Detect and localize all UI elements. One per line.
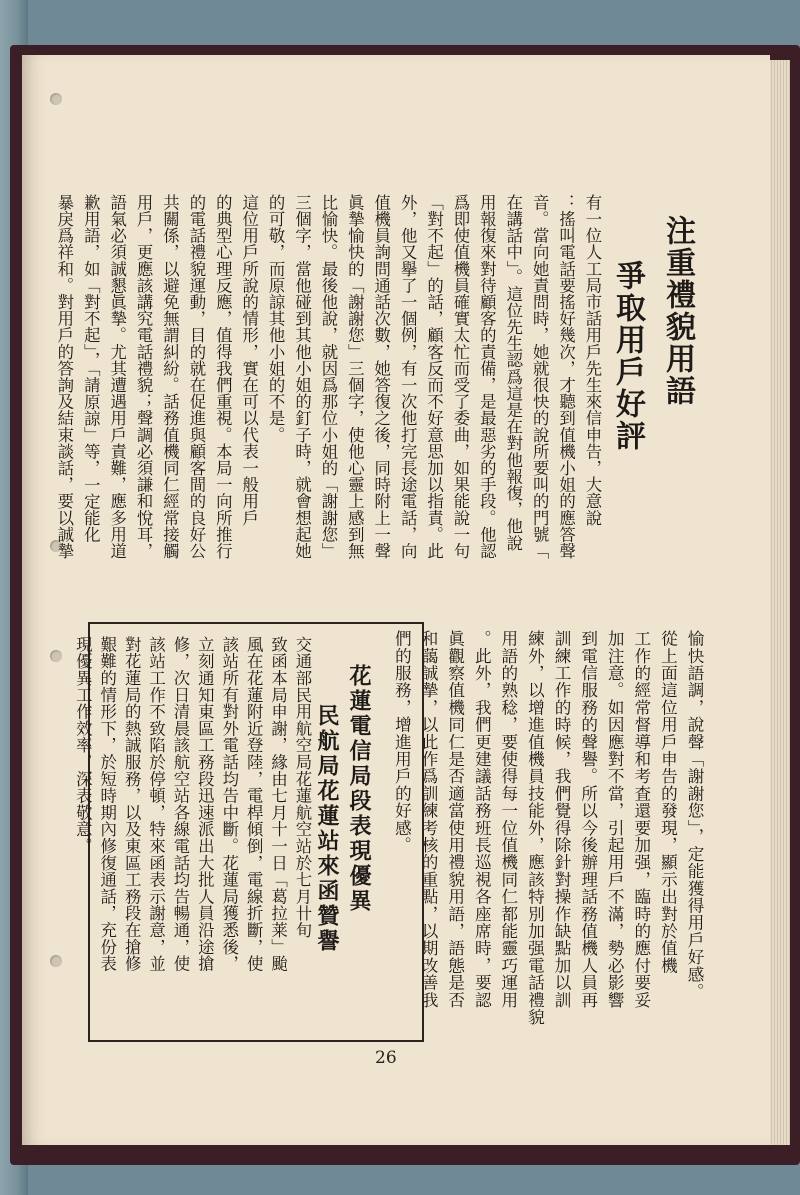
body-column: 。此外，我們更建議話務班長巡視各座席時，要認	[472, 630, 492, 1009]
body-column: 們的服務，增進用戶的好感。	[392, 630, 412, 854]
notice-subheading: 民航局花蓮站來函贊譽	[314, 704, 340, 954]
body-column: 三個字，當他碰到其他小姐的釘子時，就會想起她	[292, 194, 312, 560]
body-column: 的可敬，而原諒其他小姐的不是。	[266, 194, 286, 443]
notice-body	[73, 636, 312, 972]
body-column: 音。當向她責問時，她就很快的說所要叫的門號「	[530, 194, 550, 560]
body-column: 爲即使值機員確實太忙而受了委曲，如果能說一句	[450, 194, 470, 560]
notice-column: 修，次日清晨該航空站各線電話均告暢通，使	[170, 636, 190, 972]
binding-hole	[50, 650, 62, 662]
body-column: 練外，以增進值機員技能外，應該特別加强電話禮貌	[525, 630, 545, 1026]
notice-column: 現優異工作效率，深表敬意。	[73, 636, 93, 855]
body-column: 值機員詢問通話次數，她答復之後，同時附上一聲	[371, 194, 391, 560]
body-column: 外，他又擧了一個例，有一次他打完長途電話，向	[398, 194, 418, 560]
body-column: 從上面這位用戶申告的發現，顯示出對於值機	[658, 630, 678, 974]
body-column: 和藹誠摯，以此作爲訓練考核的重點，以期改善我	[419, 630, 439, 1009]
binding-hole	[50, 955, 62, 967]
body-column: 語氣必須誠懇眞摯。尤其遭遇用戶責難，應多用道	[107, 194, 127, 560]
notice-column: 交通部民用航空局花蓮航空站於七月卄旬	[293, 636, 312, 939]
body-column: 共關係，以避免無謂糾紛。話務值機同仁經常接觸	[160, 194, 180, 560]
body-column: 用報復來對待顧客的責備，是最惡劣的手段。他認	[477, 194, 497, 560]
notice-column: 該站所有對外電話均告中斷。花蓮局獲悉後，	[219, 636, 239, 972]
body-column: 這位用戶所說的情形，實在可以代表一般用戶	[239, 194, 259, 526]
body-column: 「對不起」的話，顧客反而不好意思加以指責。此	[424, 194, 444, 560]
body-column: 有一位人工局市話用戶先生來信申告，大意說	[583, 194, 602, 526]
article-body-top	[54, 194, 602, 560]
body-column: 暴戾爲祥和。對用戶的答詢及結束談話，要以誠摯	[54, 194, 74, 560]
notice-column: 立刻通知東區工務段迅速派出大批人員沿途搶	[195, 636, 215, 972]
notice-column: 致函本局申謝，緣由七月十一日「葛拉莱」颱	[268, 636, 288, 972]
body-column: ：搖叫電話要搖好幾次，才聽到值機小姐的應答聲	[556, 194, 576, 560]
body-column: 的典型心理反應，值得我們重視。本局一向所推行	[213, 194, 233, 560]
body-column: 的電話禮貌運動，目的就在促進與顧客間的良好公	[186, 194, 206, 560]
body-column: 比愉快。最後他說，就因爲那位小姐的「謝謝您」	[318, 194, 338, 560]
body-column: 在講話中」。這位先生認爲這是在對他報復，他說	[503, 194, 523, 551]
article-title-line1: 注重禮貌用語	[660, 215, 695, 407]
notice-column: 該站工作不致陷於停頓，特來函表示謝意，並	[146, 636, 166, 972]
body-column: 眞觀察值機同仁是否適當使用禮貌用語，語態是否	[445, 630, 465, 1009]
page-number: 26	[375, 1048, 397, 1068]
body-column: 訓練工作的時候，我們覺得除針對操作缺點加以訓	[552, 630, 572, 1009]
binding-hole	[50, 93, 62, 105]
body-column: 用語的熟稔，要使得每一位值機同仁都能靈巧運用	[498, 630, 518, 1009]
body-column: 工作的經常督導和考査還要加强，臨時的應付要妥	[631, 630, 651, 1009]
notice-column: 對花蓮局的熱誠服務，以及東區工務段在搶修	[122, 636, 142, 972]
notice-box	[73, 622, 424, 1042]
body-column: 加注意。如因應對不當，引起用戶不滿，勢必影響	[605, 630, 625, 1009]
article-body-bottom	[392, 630, 704, 1026]
body-column: 歉用語，如「對不起」，「請原諒」等，一定能化	[81, 194, 101, 543]
body-column: 到電信服務的聲譽。所以今後辦理話務值機人員再	[578, 630, 598, 1009]
body-column: 眞摯愉快的「謝謝您」三個字，使他心靈上感到無	[345, 194, 365, 560]
article-title-line2: 爭取用戶好評	[610, 260, 645, 452]
notice-column: 風在花蓮附近登陸，電桿傾倒，電線折斷，使	[244, 636, 264, 972]
notice-column: 艱難的情形下，於短時期內修復通話，充份表	[97, 636, 117, 972]
body-column: 用戶，更應該講究電話禮貌；聲調必須謙和悅耳，	[134, 194, 154, 560]
notice-heading: 花蓮電信局段表現優異	[346, 664, 372, 914]
body-column: 愉快語調，說聲「謝謝您」，定能獲得用戶好感。	[685, 630, 704, 1001]
